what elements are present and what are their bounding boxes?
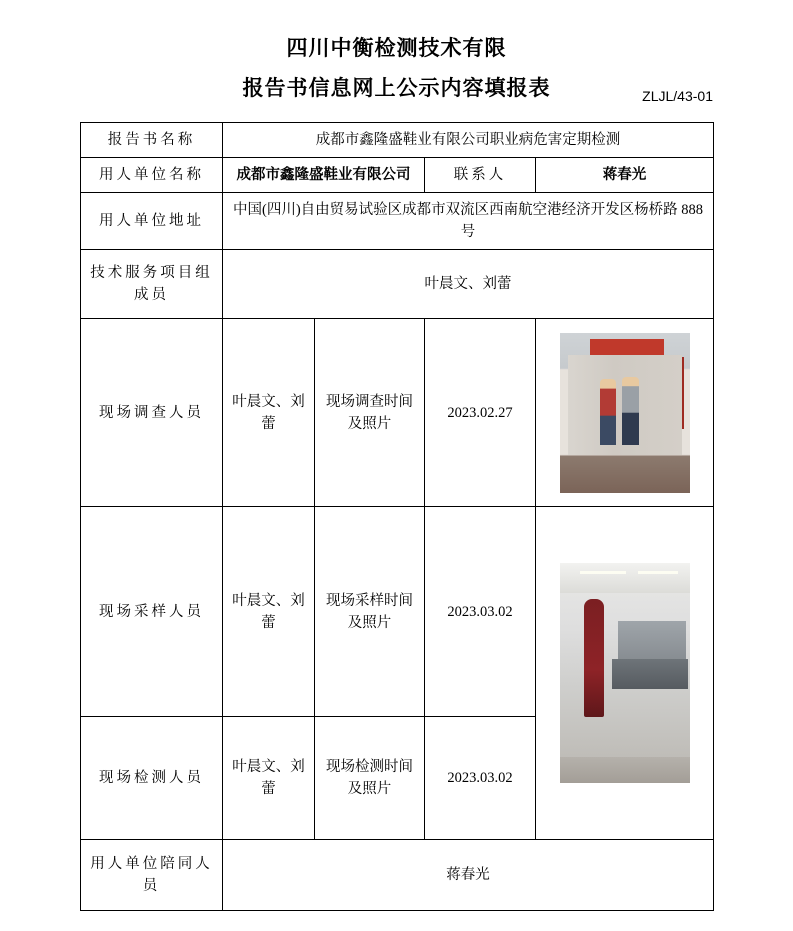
row-photo-site-survey (536, 319, 714, 507)
row-names-site-testing: 叶晨文、刘蕾 (223, 717, 315, 840)
table-row-accompanying-personnel (81, 840, 714, 911)
row-label-site-sampling: 现场采样人员 (81, 507, 223, 717)
row-date-site-testing: 2023.03.02 (425, 717, 536, 840)
row-value-team-members: 叶晨文、刘蕾 (223, 250, 714, 319)
photo-person-a (600, 379, 616, 445)
row-names-site-survey: 叶晨文、刘蕾 (223, 319, 315, 507)
photo-machine-2 (612, 659, 688, 689)
row-timelabel-site-testing: 现场检测时间及照片 (315, 717, 425, 840)
row-date-site-survey: 2023.02.27 (425, 319, 536, 507)
row-label-employer-address: 用人单位地址 (81, 193, 223, 250)
row-label-employer-name: 用人单位名称 (81, 158, 223, 193)
photo-lamp-2 (638, 571, 678, 574)
row-photo-site-sampling (536, 507, 714, 840)
photo-ceiling (560, 563, 690, 593)
row-value-report-name: 成都市鑫隆盛鞋业有限公司职业病危害定期检测 (223, 123, 714, 158)
photo-lamp-1 (580, 571, 626, 574)
row-value-employer-name: 成都市鑫隆盛鞋业有限公司 (223, 158, 425, 193)
title-block (80, 0, 713, 104)
site-survey-photo (560, 333, 690, 493)
row-label-report-name: 报告书名称 (81, 123, 223, 158)
row-value-employer-address: 中国(四川)自由贸易试验区成都市双流区西南航空港经济开发区杨桥路 888 号 (223, 193, 714, 250)
page-title-line1: 四川中衡检测技术有限 (286, 37, 507, 60)
table-row-report-name (81, 123, 714, 158)
row-timelabel-site-sampling: 现场采样时间及照片 (315, 507, 425, 717)
page-title-line2: 报告书信息网上公示内容填报表 (242, 77, 551, 100)
table-row-employer-address (81, 193, 714, 250)
photo-person-b (622, 377, 639, 445)
row-label-team-members: 技术服务项目组成员 (81, 250, 223, 319)
row-date-site-sampling: 2023.03.02 (425, 507, 536, 717)
form-code: ZLJL/43-01 (642, 88, 713, 104)
table-row-employer-name (81, 158, 714, 193)
row-label-contact: 联系人 (425, 158, 536, 193)
site-sampling-photo (560, 563, 690, 783)
table-row-team-members (81, 250, 714, 319)
table-row-site-survey (81, 319, 714, 507)
table-row-site-sampling (81, 507, 714, 717)
row-value-contact: 蒋春光 (536, 158, 714, 193)
row-label-site-survey: 现场调查人员 (81, 319, 223, 507)
report-info-table (80, 122, 714, 911)
photo-worker (584, 599, 604, 717)
row-names-site-sampling: 叶晨文、刘蕾 (223, 507, 315, 717)
row-value-accompanying-personnel: 蒋春光 (223, 840, 714, 911)
photo-banner (590, 339, 664, 355)
row-label-site-testing: 现场检测人员 (81, 717, 223, 840)
photo-floor (560, 757, 690, 783)
row-timelabel-site-survey: 现场调查时间及照片 (315, 319, 425, 507)
row-label-accompanying-personnel: 用人单位陪同人员 (81, 840, 223, 911)
